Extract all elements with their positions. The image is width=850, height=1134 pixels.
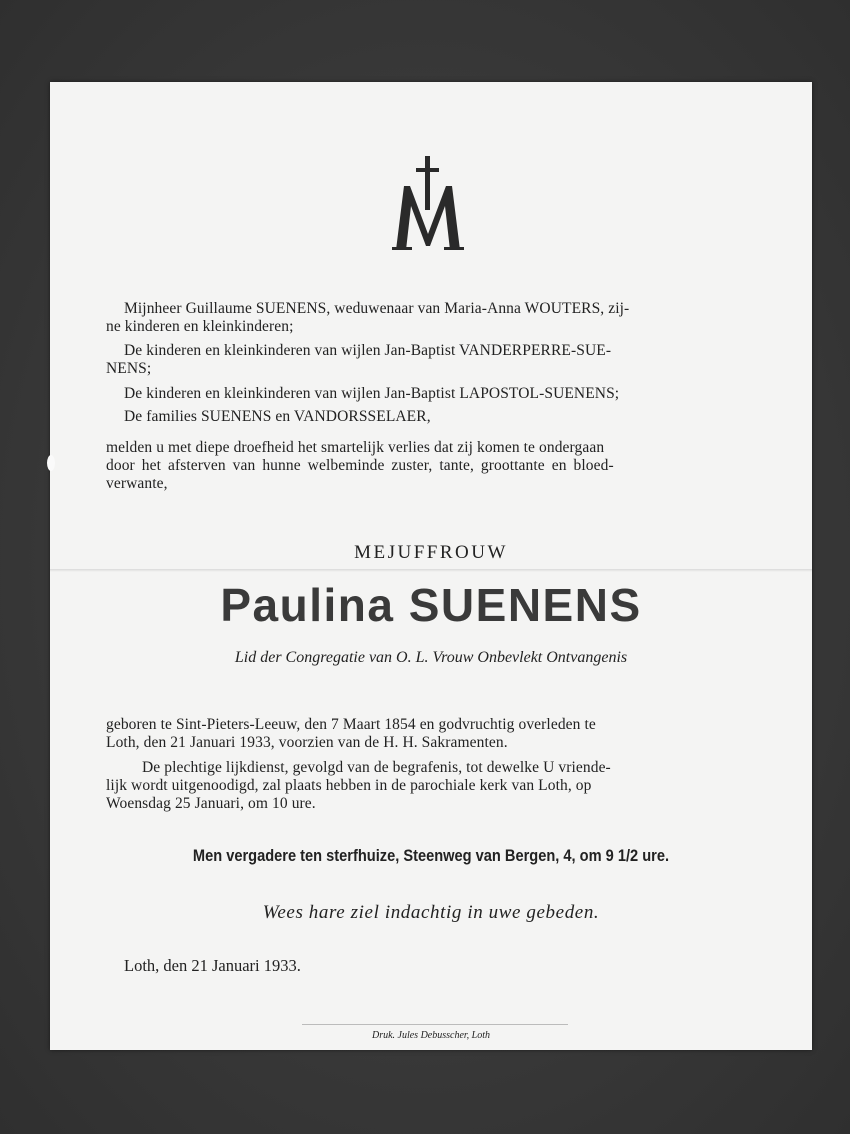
prayer-request: Wees hare ziel indachtig in uwe gebeden. <box>262 902 600 923</box>
marian-monogram-icon <box>390 156 466 252</box>
family-line-1b: ne kinderen en kleinkinderen; <box>106 318 294 335</box>
family-line-2b: NENS; <box>106 360 152 377</box>
title-mejuffrouw: MEJUFFROUW <box>354 542 508 563</box>
service-line-1: De plechtige lijkdienst, gevolgd van de begrafenis, tot dewelke U vriende- <box>142 759 611 776</box>
announcement-line-2: door het afsterven van hunne welbeminde zuster, tante, groottante en bloed- <box>106 457 614 474</box>
congregation-membership: Lid der Congregatie van O. L. Vrouw Onbevlekt Ontvangenis <box>234 649 628 666</box>
meeting-notice: Men vergadere ten sterfhuize, Steenweg van Bergen, 4, om 9 1/2 ure. <box>192 846 670 865</box>
printer-divider <box>302 1024 568 1025</box>
family-line-4: De families SUENENS en VANDORSSELAER, <box>124 408 431 425</box>
deceased-name: Paulina SUENENS <box>220 579 642 631</box>
service-line-2: lijk wordt uitgenoodigd, zal plaats hebben in de parochiale kerk van Loth, op <box>106 777 592 794</box>
punch-hole <box>47 455 55 471</box>
announcement-line-1: melden u met diepe droefheid het smartelijk verlies dat zij komen te ondergaan <box>106 439 605 456</box>
family-line-1: Mijnheer Guillaume SUENENS, weduwenaar van Maria-Anna WOUTERS, zij- <box>124 300 630 317</box>
mourning-card <box>50 82 812 1050</box>
printer-credit: Druk. Jules Debusscher, Loth <box>371 1030 491 1041</box>
birth-line-1: geboren te Sint-Pieters-Leeuw, den 7 Maart 1854 en godvruchtig overleden te <box>106 716 596 733</box>
family-line-2: De kinderen en kleinkinderen van wijlen Jan-Baptist VANDERPERRE-SUE- <box>124 342 612 359</box>
service-line-3: Woensdag 25 Januari, om 10 ure. <box>106 795 316 812</box>
date-line: Loth, den 21 Januari 1933. <box>124 956 301 975</box>
birth-line-2: Loth, den 21 Januari 1933, voorzien van de H. H. Sakramenten. <box>106 734 508 751</box>
family-line-3: De kinderen en kleinkinderen van wijlen Jan-Baptist LAPOSTOL-SUENENS; <box>124 385 620 402</box>
announcement-line-3: verwante, <box>106 475 168 492</box>
paper-fold <box>50 569 812 572</box>
